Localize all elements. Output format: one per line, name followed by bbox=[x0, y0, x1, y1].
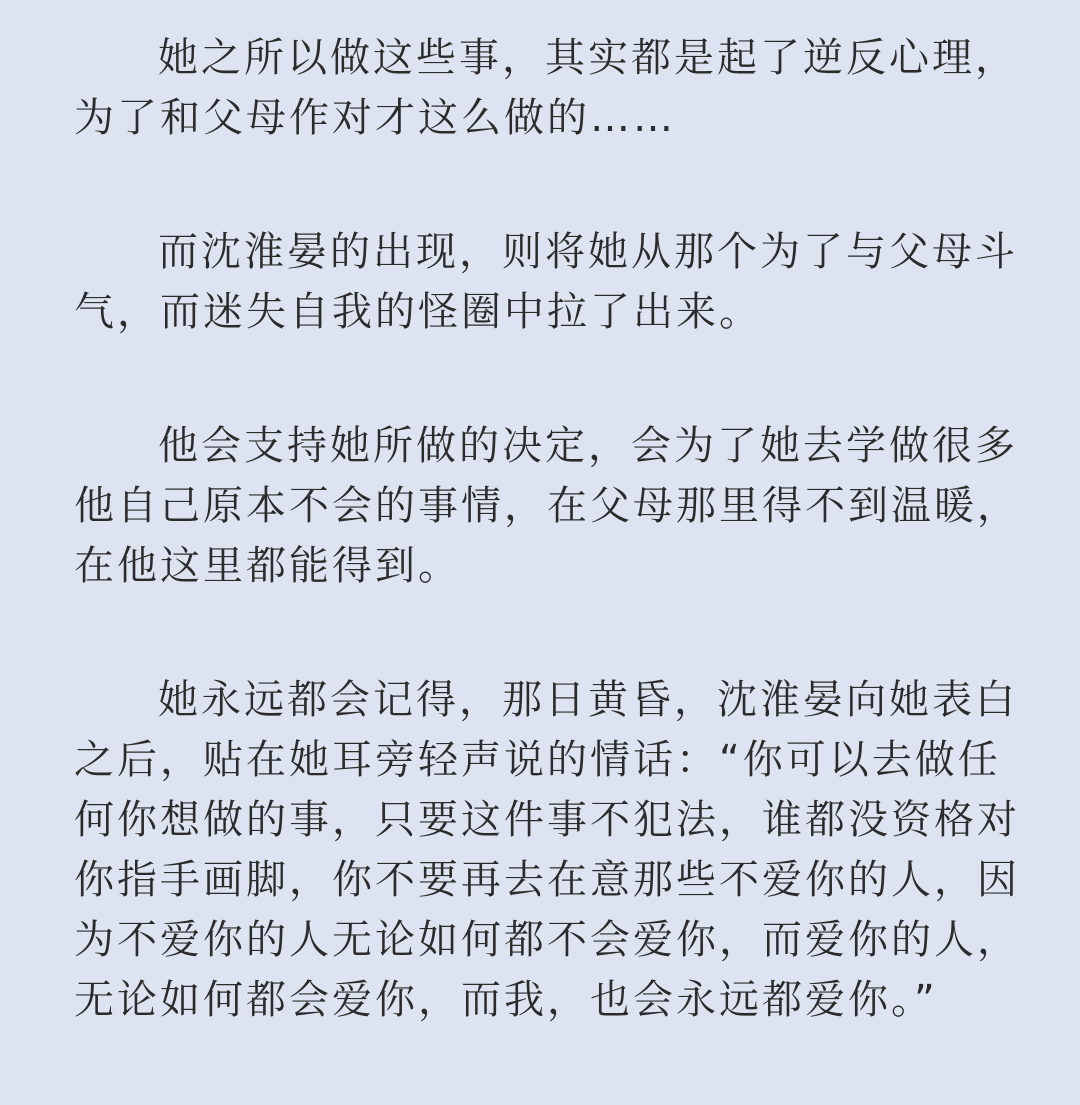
paragraph-4: 她永远都会记得，那日黄昏，沈淮晏向她表白之后，贴在她耳旁轻声说的情话：“你可以去做任何你想做的事，只要这件事不犯法，谁都没资格对你指手画脚，你不要再去在意那些不爱你的人，因为不爱你的人无论如何都不会爱你，而爱你的人，无论如何都会爱你，而我，也会永远都爱你。” bbox=[74, 677, 1020, 1023]
paragraph-2: 而沈淮晏的出现，则将她从那个为了与父母斗气，而迷失自我的怪圈中拉了出来。 bbox=[74, 229, 1018, 335]
paragraph-1: 她之所以做这些事，其实都是起了逆反心理，为了和父母作对才这么做的…… bbox=[74, 35, 1018, 141]
paragraph-3: 他会支持她所做的决定，会为了她去学做很多他自己原本不会的事情，在父母那里得不到温暖，在他这里都能得到。 bbox=[74, 423, 1020, 589]
